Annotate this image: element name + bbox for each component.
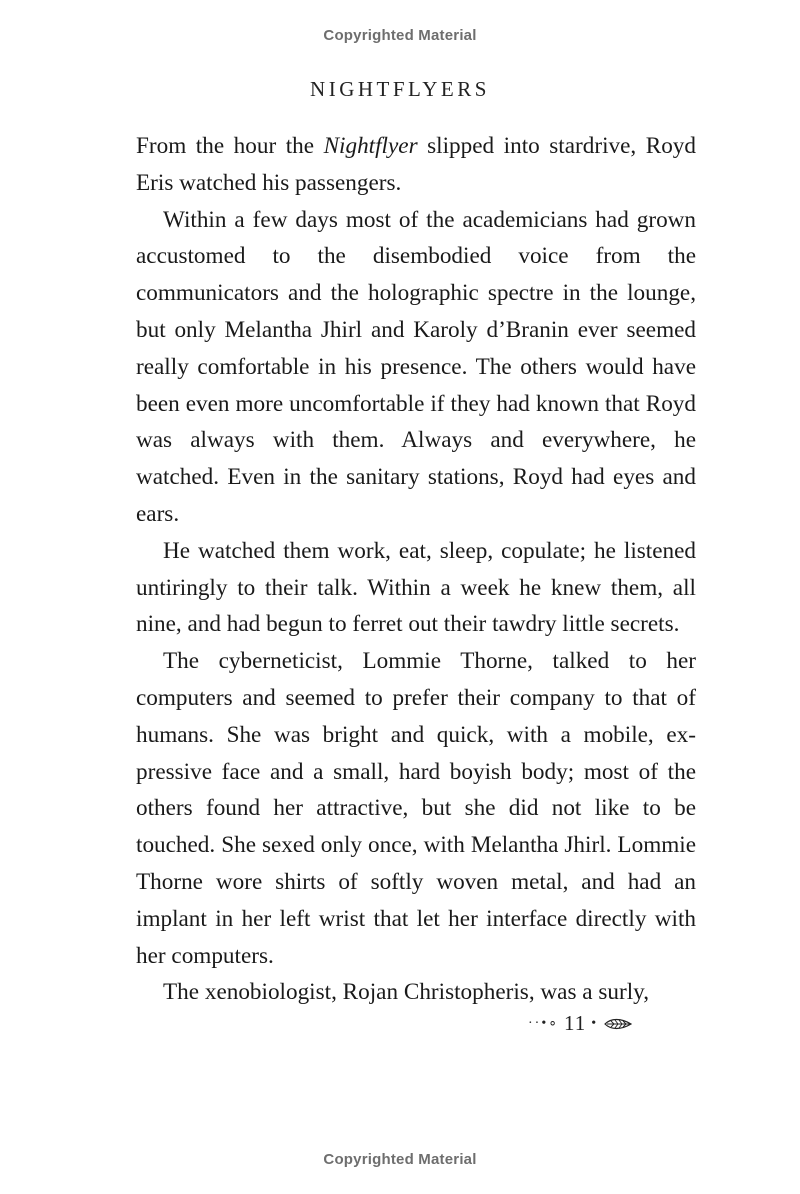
paragraph-1	[136, 128, 696, 202]
paragraph-3: He watched them work, eat, sleep, copulate; he listened untiringly to their talk. Within a week he knew them, all nine, and had begun to ferret out their tawdry little secrets.	[136, 537, 696, 638]
leaf-flourish-icon	[603, 1013, 633, 1035]
folio-ornament: ··•∘	[528, 1016, 559, 1031]
paragraph-2: Within a few days most of the academicians had grown accustomed to the disembodied voice from the communicators and the holographic spectre in the lounge, but only Melantha Jhirl and Karoly d’Branin ever seemed really comfortable in his presence. The others would have been even more uncomfortable if they had known that Royd was always with them. Always and everywhere, he watched. Even in the sanitary stations, Royd had eyes and ears.	[136, 206, 696, 527]
paragraph-1-lead: From the hour the	[136, 133, 324, 159]
paragraph-4: The cyberneticist, Lommie Thorne, talked to her computers and seemed to prefer their company to that of humans. She was bright and quick, with a mobile, expressive face and a small, hard boyish body; most of the others found her attractive, but she did not like to be touched. She sexed only once, with Melantha Jhirl. Lommie Thorne wore shirts of softly woven metal, and had an implant in her left wrist that let her interface directly with her computers.	[136, 648, 696, 969]
copyright-watermark-top: Copyrighted Material	[323, 27, 477, 44]
copyright-watermark-bottom: Copyrighted Material	[323, 1151, 477, 1168]
running-head: NIGHTFLYERS	[310, 77, 490, 101]
body-text	[136, 128, 696, 1011]
page-folio	[528, 1011, 648, 1037]
paragraph-1-rest: slipped into stardrive, Royd Eris watched his passengers.	[136, 133, 696, 196]
folio-separator: •	[591, 1016, 599, 1031]
paragraph-5: The xenobiologist, Rojan Christopheris, was a surly,	[163, 979, 650, 1006]
page-number: 11	[564, 1011, 587, 1035]
ship-name-italic: Nightflyer	[323, 133, 418, 159]
